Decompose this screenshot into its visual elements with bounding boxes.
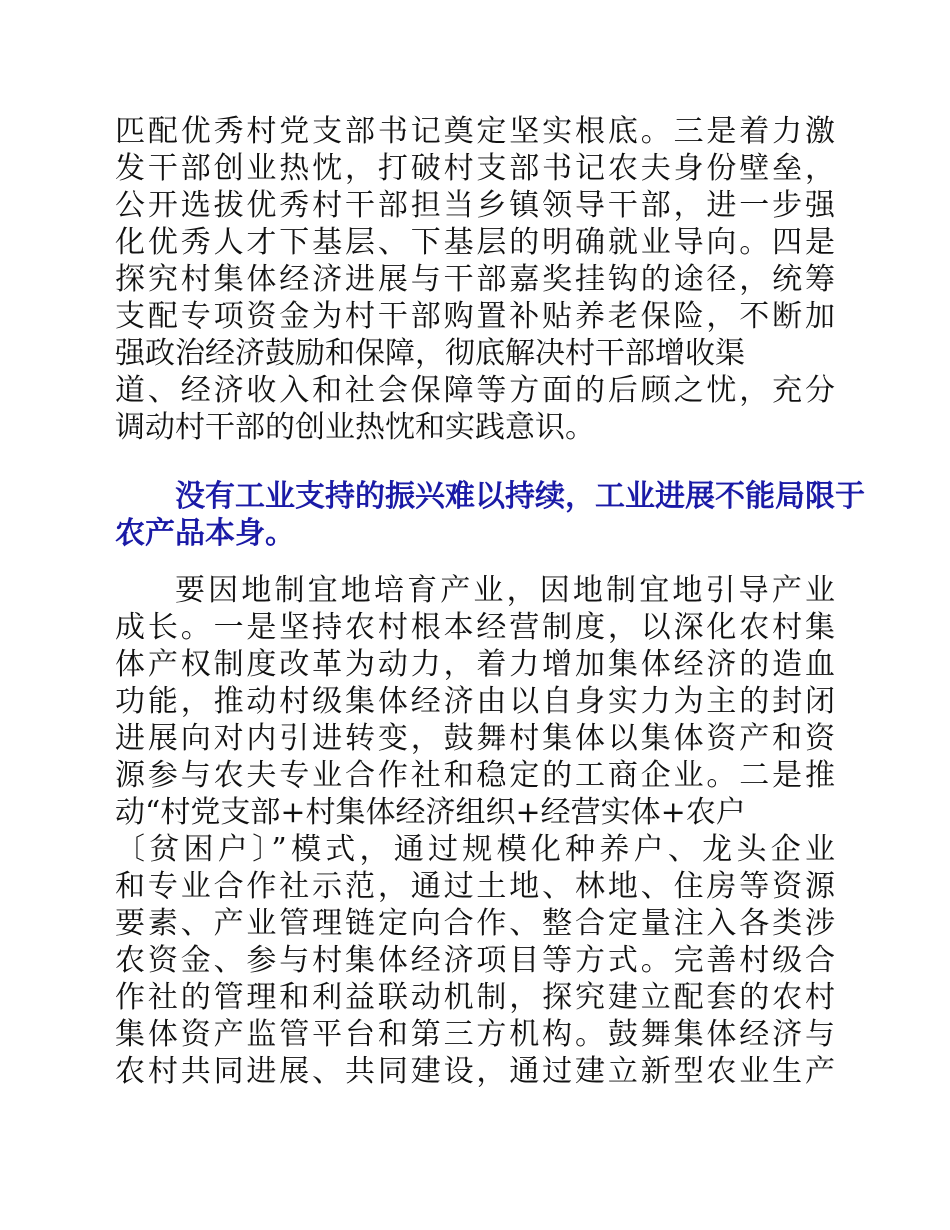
text-line: 支配专项资金为村干部购置补贴养老保险，不断加 [115,299,835,334]
text-line: 农资金、参与村集体经济项目等方式。完善村级合 [115,943,835,978]
text-line: 和专业合作社示范，通过土地、林地、住房等资源 [115,869,835,904]
text-line: 要因地制宜地培育产业，因地制宜地引导产业 [175,573,835,608]
text-line: 源参与农夫专业合作社和稳定的工商企业。二是推 [115,758,835,793]
heading-line: 没有工业支持的振兴难以持续，工业进展不能局限于 [175,479,865,514]
text-line: 进展向对内引进转变，鼓舞村集体以集体资产和资 [115,721,835,756]
text-line: 道、经济收入和社会保障等方面的后顾之忧，充分 [115,373,835,408]
text-line: 调动村干部的创业热忱和实践意识。 [115,410,595,445]
text-line: 动“村党支部+村集体经济组织+经营实体+农户 [115,795,746,830]
text-line: 〔贫困户〕”模式，通过规模化种养户、龙头企业 [115,832,835,867]
paragraph-1 [115,113,835,446]
text-line: 匹配优秀村党支部书记奠定坚实根底。三是着力激 [115,114,835,149]
text-line: 作社的管理和利益联动机制，探究建立配套的农村 [115,980,835,1015]
text-line: 功能，推动村级集体经济由以自身实力为主的封闭 [115,684,835,719]
section-heading [115,478,865,552]
text-line: 集体资产监管平台和第三方机构。鼓舞集体经济与 [115,1017,835,1052]
text-line: 探究村集体经济进展与干部嘉奖挂钩的途径，统筹 [115,262,835,297]
text-line: 体产权制度改革为动力，着力增加集体经济的造血 [115,647,835,682]
paragraph-2 [115,572,835,1090]
text-line: 公开选拔优秀村干部担当乡镇领导干部，进一步强 [115,188,835,223]
text-line: 农村共同进展、共同建设，通过建立新型农业生产 [115,1054,835,1089]
heading-line: 农产品本身。 [115,516,295,551]
text-line: 成长。一是坚持农村根本经营制度，以深化农村集 [115,610,835,645]
text-line: 发干部创业热忱，打破村支部书记农夫身份壁垒， [115,151,835,186]
text-line: 要素、产业管理链定向合作、整合定量注入各类涉 [115,906,835,941]
text-line: 化优秀人才下基层、下基层的明确就业导向。四是 [115,225,835,260]
text-line: 强政治经济鼓励和保障，彻底解决村干部增收渠 [115,336,745,371]
